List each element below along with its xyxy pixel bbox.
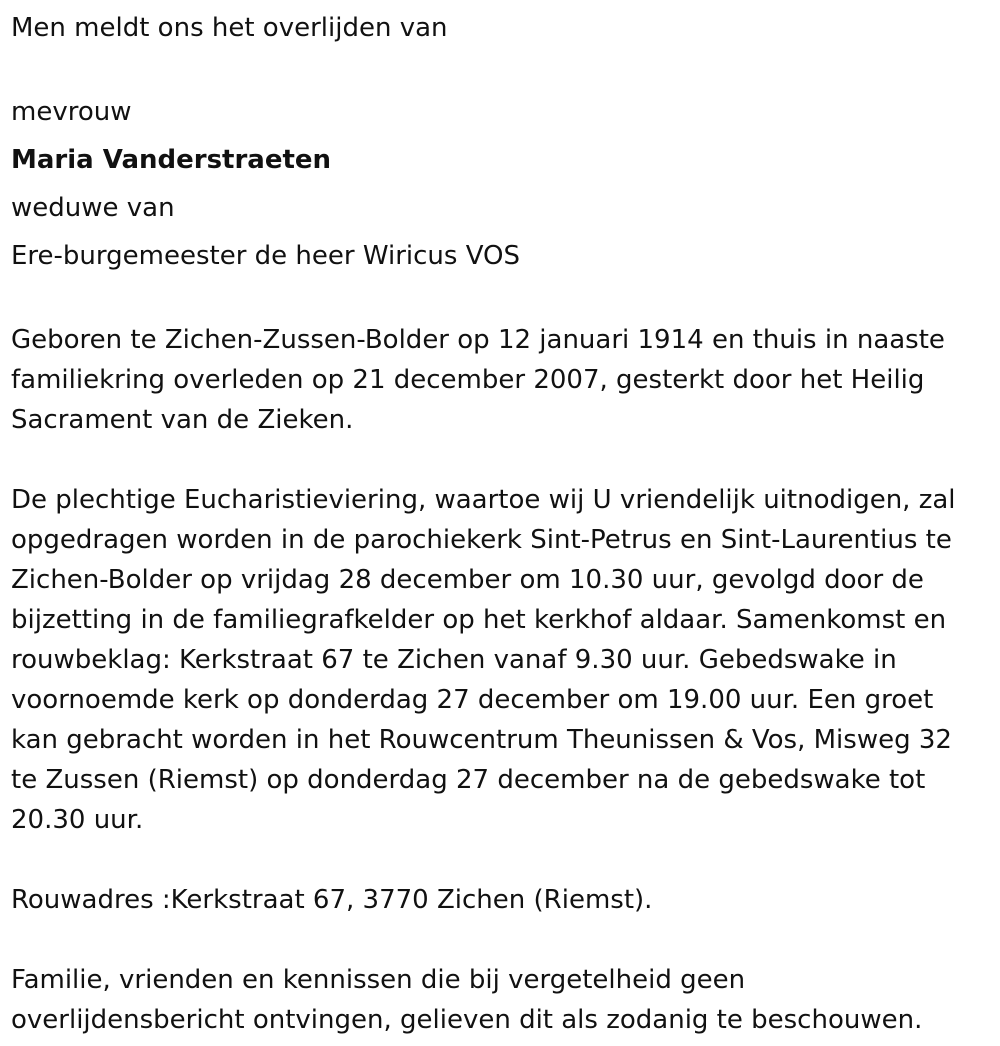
paragraph-line: familiekring overleden op 21 december 2007, gesterkt door het Heilig — [11, 365, 925, 395]
closing-paragraph — [11, 960, 990, 1040]
intro-text: Men meldt ons het overlijden van — [11, 13, 448, 43]
honorific: mevrouw — [11, 97, 132, 127]
paragraph-line: rouwbeklag: Kerkstraat 67 te Zichen vanaf 9.30 uur. Gebedswake in — [11, 645, 897, 675]
relation-text: weduwe van — [11, 193, 175, 223]
paragraph-line: bijzetting in de familiegrafkelder op het kerkhof aldaar. Samenkomst en — [11, 605, 947, 635]
deceased-name: Maria Vanderstraeten — [11, 145, 332, 175]
paragraph-line: Sacrament van de Zieken. — [11, 405, 354, 435]
spouse-name: Ere-burgemeester de heer Wiricus VOS — [11, 241, 520, 271]
paragraph-line: overlijdensbericht ontvingen, gelieven dit als zodanig te beschouwen. — [11, 1005, 923, 1035]
paragraph-line: opgedragen worden in de parochiekerk Sint-Petrus en Sint-Laurentius te — [11, 525, 952, 555]
spacer — [11, 920, 990, 960]
spacer — [11, 840, 990, 880]
spacer — [11, 280, 990, 320]
birth-paragraph — [11, 320, 990, 440]
spacer — [11, 440, 990, 480]
paragraph-line: De plechtige Eucharistieviering, waartoe wij U vriendelijk uitnodigen, zal — [11, 485, 956, 515]
paragraph-line: Geboren te Zichen-Zussen-Bolder op 12 januari 1914 en thuis in naaste — [11, 325, 945, 355]
paragraph-line: Familie, vrienden en kennissen die bij vergetelheid geen — [11, 965, 746, 995]
paragraph-line: 20.30 uur. — [11, 805, 144, 835]
mourning-address: Rouwadres :Kerkstraat 67, 3770 Zichen (Riemst). — [11, 885, 653, 915]
spacer — [11, 48, 990, 88]
paragraph-line: kan gebracht worden in het Rouwcentrum Theunissen & Vos, Misweg 32 — [11, 725, 952, 755]
ceremony-paragraph — [11, 480, 990, 840]
paragraph-line: te Zussen (Riemst) op donderdag 27 december na de gebedswake tot — [11, 765, 926, 795]
paragraph-line: Zichen-Bolder op vrijdag 28 december om 10.30 uur, gevolgd door de — [11, 565, 924, 595]
paragraph-line: voornoemde kerk op donderdag 27 december om 19.00 uur. Een groet — [11, 685, 934, 715]
